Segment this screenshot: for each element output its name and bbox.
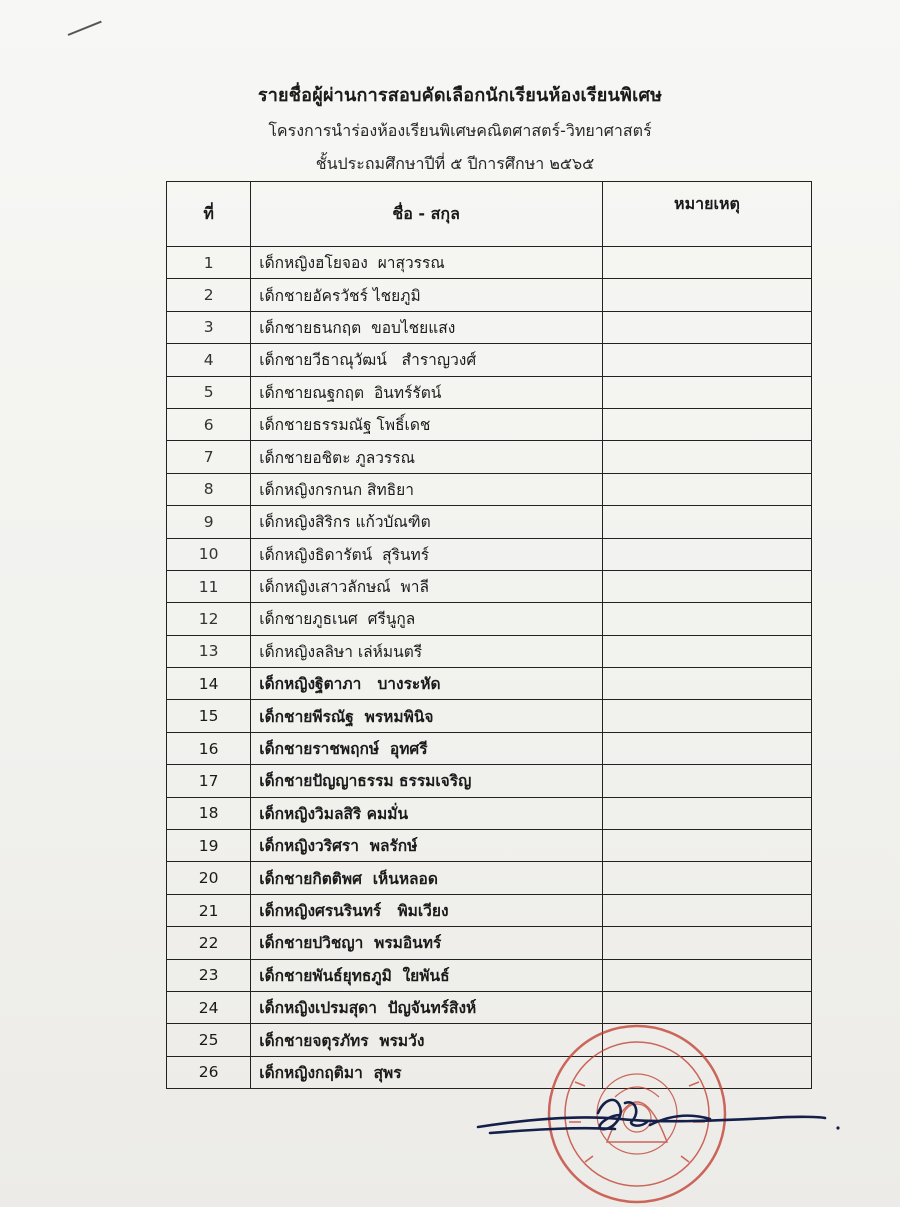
remarks-cell [602, 376, 811, 408]
remarks-cell [602, 311, 811, 343]
student-name: เด็กชายปวิชญา พรมอินทร์ [251, 927, 603, 959]
student-name: เด็กหญิงลลิษา เล่ห์มนตรี [251, 635, 603, 667]
table-row [167, 311, 812, 343]
table-row [167, 668, 812, 700]
table-row [167, 894, 812, 926]
remarks-cell [602, 279, 811, 311]
student-name: เด็กชายธนกฤต ขอบไชยแสง [251, 311, 603, 343]
remarks-cell [602, 344, 811, 376]
table-row [167, 830, 812, 862]
remarks-cell [602, 862, 811, 894]
row-number: 11 [167, 570, 251, 602]
student-name: เด็กหญิงฮโยจอง ผาสุวรรณ [251, 247, 603, 279]
student-name: เด็กชายพันธ์ยุทธภูมิ ใยพันธ์ [251, 959, 603, 991]
table-row [167, 570, 812, 602]
grade-year-line: ชั้นประถมศึกษาปีที่ ๕ ปีการศึกษา ๒๕๖๕ [315, 154, 595, 173]
row-number: 13 [167, 635, 251, 667]
row-number: 1 [167, 247, 251, 279]
row-number: 9 [167, 506, 251, 538]
student-name: เด็กหญิงเปรมสุดา ปัญจันทร์สิงห์ [251, 991, 603, 1023]
column-header-name: ชื่อ - สกุล [251, 182, 603, 247]
remarks-cell [602, 668, 811, 700]
table-row [167, 279, 812, 311]
table-row [167, 765, 812, 797]
remarks-cell [602, 732, 811, 764]
student-name: เด็กหญิงกรกนก สิทธิยา [251, 473, 603, 505]
table-row [167, 506, 812, 538]
row-number: 17 [167, 765, 251, 797]
student-name: เด็กชายณฐกฤต อินทร์รัตน์ [251, 376, 603, 408]
table-row [167, 408, 812, 440]
row-number: 25 [167, 1024, 251, 1056]
table-row [167, 376, 812, 408]
row-number: 22 [167, 927, 251, 959]
remarks-cell [602, 635, 811, 667]
table-row [167, 247, 812, 279]
remarks-cell [602, 441, 811, 473]
row-number: 7 [167, 441, 251, 473]
student-name: เด็กหญิงวิมลสิริ คมมั่น [251, 797, 603, 829]
student-name: เด็กชายจตุรภัทร พรมวัง [251, 1024, 603, 1056]
student-name: เด็กหญิงธิดารัตน์ สุรินทร์ [251, 538, 603, 570]
table-row [167, 991, 812, 1023]
row-number: 6 [167, 408, 251, 440]
student-name: เด็กชายราชพฤกษ์ อุทศรี [251, 732, 603, 764]
table-row [167, 603, 812, 635]
pen-mark [68, 21, 102, 36]
student-name: เด็กชายพีรณัฐ พรหมพินิจ [251, 700, 603, 732]
student-name: เด็กชายกิตติพศ เห็นหลอด [251, 862, 603, 894]
table-row [167, 700, 812, 732]
row-number: 18 [167, 797, 251, 829]
remarks-cell [602, 894, 811, 926]
table-row [167, 473, 812, 505]
remarks-cell [602, 991, 811, 1023]
column-header-number: ที่ [167, 182, 251, 247]
table-row [167, 344, 812, 376]
document-title: รายชื่อผู้ผ่านการสอบคัดเลือกนักเรียนห้องเรียนพิเศษ [257, 85, 663, 106]
student-name: เด็กหญิงกฤติมา สุพร [251, 1056, 603, 1088]
table-row [167, 862, 812, 894]
remarks-cell [602, 408, 811, 440]
row-number: 16 [167, 732, 251, 764]
table-row [167, 927, 812, 959]
remarks-cell [602, 927, 811, 959]
row-number: 4 [167, 344, 251, 376]
remarks-cell [602, 506, 811, 538]
row-number: 20 [167, 862, 251, 894]
table-row [167, 959, 812, 991]
remarks-cell [602, 765, 811, 797]
student-name: เด็กหญิงสิริกร แก้วบัณฑิต [251, 506, 603, 538]
remarks-cell [602, 797, 811, 829]
student-name: เด็กชายปัญญาธรรม ธรรมเจริญ [251, 765, 603, 797]
student-name: เด็กชายธรรมณัฐ โพธิ์เดช [251, 408, 603, 440]
table-row [167, 635, 812, 667]
signature [470, 1085, 840, 1155]
table-body [167, 247, 812, 1089]
row-number: 3 [167, 311, 251, 343]
remarks-cell [602, 247, 811, 279]
document-header [0, 80, 900, 177]
remarks-cell [602, 570, 811, 602]
student-name: เด็กหญิงศรนรินทร์ พิมเวียง [251, 894, 603, 926]
student-name: เด็กหญิงเสาวลักษณ์ พาลี [251, 570, 603, 602]
row-number: 10 [167, 538, 251, 570]
row-number: 8 [167, 473, 251, 505]
student-name: เด็กหญิงวริศรา พลรักษ์ [251, 830, 603, 862]
remarks-cell [602, 603, 811, 635]
table-row [167, 732, 812, 764]
student-name: เด็กชายวีธาณุวัฒน์ สำราญวงศ์ [251, 344, 603, 376]
student-name: เด็กชายภูธเนศ ศรีนูกูล [251, 603, 603, 635]
student-name: เด็กชายอัครวัชร์ ไชยภูมิ [251, 279, 603, 311]
remarks-cell [602, 830, 811, 862]
remarks-cell [602, 959, 811, 991]
table-row [167, 441, 812, 473]
remarks-cell [602, 700, 811, 732]
remarks-cell [602, 473, 811, 505]
student-name: เด็กชายอชิตะ ภูลวรรณ [251, 441, 603, 473]
table-row [167, 797, 812, 829]
remarks-cell [602, 538, 811, 570]
row-number: 26 [167, 1056, 251, 1088]
row-number: 24 [167, 991, 251, 1023]
row-number: 2 [167, 279, 251, 311]
table-row [167, 538, 812, 570]
row-number: 14 [167, 668, 251, 700]
row-number: 21 [167, 894, 251, 926]
document-subtitle: โครงการนำร่องห้องเรียนพิเศษคณิตศาสตร์-วิทยาศาสตร์ [268, 121, 652, 140]
row-number: 12 [167, 603, 251, 635]
table-header-row [167, 182, 812, 247]
row-number: 5 [167, 376, 251, 408]
row-number: 19 [167, 830, 251, 862]
student-name: เด็กหญิงฐิตาภา บางระหัด [251, 668, 603, 700]
student-roster-table [166, 181, 812, 1089]
row-number: 23 [167, 959, 251, 991]
row-number: 15 [167, 700, 251, 732]
column-header-remarks: หมายเหตุ [602, 182, 811, 247]
